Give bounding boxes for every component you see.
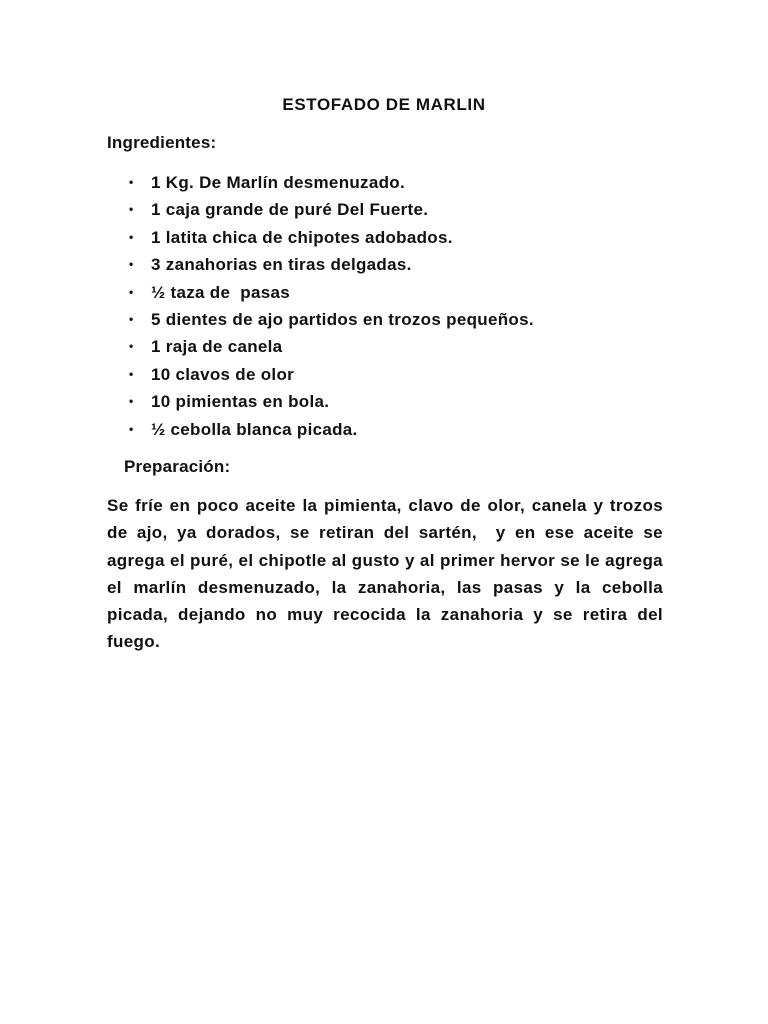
bullet-icon: • bbox=[129, 421, 134, 436]
bullet-icon: • bbox=[129, 339, 134, 354]
ingredients-list bbox=[127, 169, 647, 443]
ingredient-item bbox=[127, 416, 647, 443]
ingredient-text: 10 clavos de olor bbox=[151, 364, 295, 384]
ingredient-text: 1 latita chica de chipotes adobados. bbox=[151, 227, 453, 247]
ingredient-text: 3 zanahorias en tiras delgadas. bbox=[151, 255, 412, 275]
bullet-icon: • bbox=[129, 284, 134, 299]
preparation-heading: Preparación: bbox=[124, 457, 231, 476]
bullet-icon: • bbox=[129, 366, 134, 381]
bullet-icon: • bbox=[129, 202, 134, 217]
ingredient-text: 1 Kg. De Marlín desmenuzado. bbox=[151, 173, 406, 192]
ingredient-text: 1 raja de canela bbox=[151, 337, 283, 357]
ingredient-item bbox=[127, 224, 647, 251]
ingredient-item bbox=[127, 388, 647, 415]
bullet-icon: • bbox=[129, 229, 134, 244]
bullet-icon: • bbox=[129, 394, 134, 409]
ingredient-text: 10 pimientas en bola. bbox=[151, 392, 330, 412]
preparation-paragraph: Se fríe en poco aceite la pimienta, clavo de olor, canela y trozos de ajo, ya dorados, se retiran del sartén, y en ese aceite se agrega el puré, el chipotle al gusto y al primer hervor se le agrega el marlín desmenuzado, la zanahoria, las pasas y la cebolla picada, dejando no muy recocida la zanahoria y se retira del fuego. bbox=[107, 496, 669, 652]
bullet-icon: • bbox=[129, 311, 134, 326]
ingredients-heading: Ingredientes: bbox=[107, 133, 217, 152]
recipe-title: ESTOFADO DE MARLIN bbox=[282, 95, 486, 114]
ingredient-item bbox=[127, 279, 647, 306]
ingredient-item bbox=[127, 169, 647, 196]
ingredient-item bbox=[127, 196, 647, 223]
ingredient-item bbox=[127, 333, 647, 360]
bullet-icon: • bbox=[129, 257, 134, 272]
ingredient-item bbox=[127, 306, 647, 333]
bullet-icon: • bbox=[129, 175, 134, 189]
ingredient-text: ½ cebolla blanca picada. bbox=[151, 419, 358, 439]
ingredient-text: ½ taza de pasas bbox=[151, 282, 290, 302]
ingredient-item bbox=[127, 251, 647, 278]
ingredient-text: 1 caja grande de puré Del Fuerte. bbox=[151, 200, 429, 220]
ingredient-text: 5 dientes de ajo partidos en trozos pequeños. bbox=[151, 309, 534, 329]
ingredient-item bbox=[127, 361, 647, 388]
